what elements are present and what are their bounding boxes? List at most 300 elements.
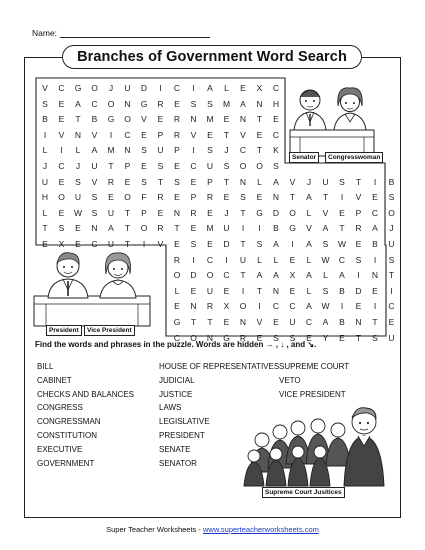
footer-link[interactable]: www.superteacherworksheets.com	[202, 525, 319, 534]
grid-letter[interactable]: E	[174, 239, 180, 249]
grid-letter[interactable]: C	[91, 98, 98, 109]
grid-letter[interactable]: T	[124, 223, 131, 234]
grid-letter[interactable]: A	[75, 98, 81, 109]
grid-letter[interactable]: P	[174, 145, 180, 156]
grid-letter[interactable]: S	[207, 98, 213, 109]
grid-letter[interactable]: E	[58, 176, 65, 187]
grid-letter[interactable]: W	[337, 239, 347, 249]
grid-letter[interactable]: A	[306, 301, 312, 312]
grid-letter[interactable]: E	[75, 223, 81, 234]
grid-letter[interactable]: I	[340, 192, 344, 203]
grid-letter[interactable]: R	[157, 192, 164, 203]
grid-letter[interactable]: E	[256, 129, 263, 140]
grid-letter[interactable]: E	[174, 161, 180, 171]
grid-letter[interactable]: R	[190, 207, 197, 218]
grid-letter[interactable]: O	[190, 332, 197, 343]
grid-letter[interactable]: R	[107, 176, 115, 187]
grid-letter[interactable]: C	[58, 161, 65, 171]
grid-letter[interactable]: L	[306, 207, 312, 218]
grid-letter[interactable]: U	[206, 285, 214, 296]
grid-letter[interactable]: S	[355, 254, 362, 265]
grid-letter[interactable]: B	[42, 114, 48, 125]
grid-letter[interactable]: U	[388, 332, 395, 343]
grid-letter[interactable]: S	[141, 145, 147, 156]
grid-letter[interactable]: N	[190, 114, 197, 125]
grid-letter[interactable]: D	[355, 285, 362, 296]
grid-letter[interactable]: V	[190, 129, 197, 140]
grid-letter[interactable]: V	[306, 223, 312, 234]
grid-letter[interactable]: W	[73, 207, 83, 218]
grid-letter[interactable]: L	[306, 254, 312, 265]
grid-letter[interactable]: M	[222, 98, 231, 109]
grid-letter[interactable]: C	[289, 301, 296, 312]
grid-letter[interactable]: W	[321, 254, 330, 265]
grid-letter[interactable]: V	[58, 129, 65, 140]
grid-letter[interactable]: S	[289, 332, 296, 343]
grid-letter[interactable]: E	[207, 207, 213, 218]
grid-letter[interactable]: E	[108, 192, 114, 203]
grid-letter[interactable]: C	[272, 83, 280, 93]
grid-letter[interactable]: O	[256, 161, 263, 171]
grid-letter[interactable]: G	[289, 223, 296, 234]
grid-letter[interactable]: E	[42, 239, 48, 249]
grid-letter[interactable]: S	[256, 239, 263, 249]
grid-letter[interactable]: S	[223, 161, 230, 171]
grid-letter[interactable]: V	[256, 317, 263, 327]
grid-letter[interactable]: B	[91, 114, 98, 125]
grid-letter[interactable]: I	[258, 301, 261, 312]
grid-letter[interactable]: E	[273, 114, 279, 125]
grid-letter[interactable]: V	[322, 207, 329, 218]
grid-letter[interactable]: C	[305, 317, 313, 327]
grid-letter[interactable]: O	[206, 270, 214, 281]
grid-letter[interactable]: I	[373, 254, 377, 265]
grid-letter[interactable]: L	[42, 207, 48, 218]
page-title: Branches of Government Word Search	[77, 49, 347, 65]
grid-letter[interactable]: N	[239, 114, 247, 125]
grid-letter[interactable]: T	[223, 176, 230, 187]
grid-letter[interactable]: U	[388, 239, 395, 249]
grid-letter[interactable]: S	[273, 332, 279, 343]
senator-congresswoman-illustration	[288, 82, 380, 162]
grid-letter[interactable]: V	[141, 114, 147, 125]
grid-letter[interactable]: J	[42, 161, 48, 171]
grid-letter[interactable]: V	[157, 239, 164, 249]
grid-letter[interactable]: R	[157, 98, 164, 109]
grid-letter[interactable]: C	[272, 301, 280, 312]
grid-letter[interactable]: V	[355, 192, 362, 203]
grid-letter[interactable]: U	[223, 223, 230, 234]
grid-letter[interactable]: E	[58, 98, 65, 109]
grid-letter[interactable]: E	[240, 83, 246, 93]
grid-letter[interactable]: N	[239, 176, 247, 187]
grid-letter[interactable]: G	[256, 207, 263, 218]
grid-letter[interactable]: B	[273, 223, 279, 234]
grid-letter[interactable]: A	[256, 270, 263, 281]
grid-letter[interactable]: R	[206, 301, 214, 312]
grid-letter[interactable]: U	[41, 176, 49, 187]
grid-letter[interactable]: R	[173, 114, 181, 125]
grid-letter[interactable]: S	[157, 161, 164, 171]
grid-letter[interactable]: A	[273, 239, 279, 249]
grid-letter[interactable]: O	[124, 114, 131, 125]
grid-letter[interactable]: S	[240, 192, 246, 203]
grid-letter[interactable]: S	[58, 223, 65, 234]
grid-letter[interactable]: A	[372, 223, 378, 234]
grid-letter[interactable]: I	[390, 285, 393, 296]
grid-letter[interactable]: F	[141, 192, 147, 203]
grid-letter[interactable]: O	[140, 223, 148, 234]
grid-letter[interactable]: U	[239, 254, 247, 265]
grid-letter[interactable]: T	[388, 270, 395, 281]
grid-letter[interactable]: T	[240, 239, 246, 249]
grid-letter[interactable]: C	[338, 254, 346, 265]
grid-letter[interactable]: A	[306, 192, 312, 203]
grid-letter[interactable]: T	[108, 161, 114, 171]
grid-letter[interactable]: S	[339, 176, 345, 187]
grid-letter[interactable]: S	[207, 145, 213, 156]
grid-letter[interactable]: E	[174, 301, 180, 312]
grid-letter[interactable]: V	[42, 83, 48, 93]
grid-letter[interactable]: I	[192, 145, 195, 156]
grid-letter[interactable]: D	[140, 83, 148, 93]
grid-letter[interactable]: S	[91, 207, 98, 218]
grid-letter[interactable]: E	[157, 207, 164, 218]
grid-letter[interactable]: I	[241, 285, 245, 296]
grid-letter[interactable]: N	[256, 98, 263, 109]
grid-letter[interactable]: N	[206, 332, 214, 343]
grid-letter[interactable]: E	[190, 285, 197, 296]
grid-letter[interactable]: E	[223, 317, 230, 327]
grid-letter[interactable]: E	[355, 301, 362, 312]
grid-letter[interactable]: E	[141, 161, 147, 171]
grid-letter[interactable]: N	[124, 145, 131, 156]
grid-letter[interactable]: D	[223, 239, 230, 249]
grid-letter[interactable]: M	[206, 114, 214, 125]
grid-letter[interactable]: E	[223, 192, 230, 203]
grid-letter[interactable]: C	[239, 145, 247, 156]
grid-letter[interactable]: T	[42, 223, 48, 234]
grid-letter[interactable]: P	[141, 207, 147, 218]
grid-letter[interactable]: C	[173, 332, 181, 343]
grid-letter[interactable]: E	[223, 114, 230, 125]
grid-letter[interactable]: R	[206, 192, 214, 203]
grid-letter[interactable]: O	[173, 270, 181, 281]
grid-letter[interactable]: J	[75, 161, 81, 171]
grid-letter[interactable]: T	[124, 239, 131, 249]
grid-letter[interactable]: R	[157, 223, 164, 234]
grid-letter[interactable]: P	[207, 176, 213, 187]
grid-letter[interactable]: E	[372, 192, 378, 203]
grid-letter[interactable]: R	[173, 254, 181, 265]
grid-letter[interactable]: O	[388, 207, 395, 218]
grid-letter[interactable]: S	[322, 239, 329, 249]
grid-letter[interactable]: I	[241, 223, 245, 234]
grid-letter[interactable]: S	[141, 176, 147, 187]
grid-letter[interactable]: E	[289, 285, 296, 296]
grid-letter[interactable]: B	[339, 285, 345, 296]
grid-letter[interactable]: A	[322, 223, 329, 234]
grid-letter[interactable]: J	[306, 176, 312, 187]
grid-letter[interactable]: U	[289, 317, 296, 327]
grid-letter[interactable]: O	[91, 83, 98, 93]
grid-letter[interactable]: N	[74, 129, 82, 140]
grid-letter[interactable]: I	[357, 270, 360, 281]
grid-letter[interactable]: V	[91, 176, 98, 187]
grid-letter[interactable]: T	[223, 129, 230, 140]
grid-letter[interactable]: E	[174, 192, 180, 203]
grid-letter[interactable]: K	[273, 145, 279, 156]
grid-letter[interactable]: L	[75, 145, 81, 156]
grid-letter[interactable]: U	[74, 192, 82, 203]
grid-letter[interactable]: T	[355, 176, 362, 187]
grid-letter[interactable]: C	[124, 129, 131, 140]
congresswoman-caption: Congresswoman	[325, 152, 383, 163]
grid-letter[interactable]: E	[306, 332, 312, 343]
grid-letter[interactable]: I	[340, 301, 344, 312]
grid-letter[interactable]: P	[190, 192, 197, 203]
grid-letter[interactable]: C	[371, 207, 379, 218]
grid-letter[interactable]: C	[58, 83, 65, 93]
grid-letter[interactable]: X	[58, 239, 65, 249]
grid-letter[interactable]: E	[339, 332, 345, 343]
grid-letter[interactable]: T	[240, 207, 246, 218]
grid-letter[interactable]: J	[108, 83, 114, 93]
grid-letter[interactable]: E	[256, 192, 263, 203]
grid-letter[interactable]: X	[256, 83, 263, 93]
grid-letter[interactable]: I	[109, 129, 113, 140]
word-list-item: CHECKS AND BALANCES	[37, 389, 134, 399]
grid-letter[interactable]: I	[291, 239, 294, 249]
grid-letter[interactable]: T	[339, 223, 345, 234]
word-list-item: CABINET	[37, 375, 72, 385]
grid-letter[interactable]: T	[322, 192, 329, 203]
grid-letter[interactable]: R	[173, 129, 181, 140]
grid-letter[interactable]: S	[42, 98, 48, 109]
grid-letter[interactable]: C	[388, 301, 395, 312]
grid-letter[interactable]: E	[58, 207, 65, 218]
grid-letter[interactable]: J	[389, 223, 394, 234]
grid-letter[interactable]: L	[174, 285, 180, 296]
grid-letter[interactable]: E	[157, 114, 164, 125]
grid-letter[interactable]: P	[355, 207, 362, 218]
president-caption: President	[46, 325, 82, 336]
word-list-item: HOUSE OF REPRESENTATIVES	[159, 362, 280, 371]
grid-letter[interactable]: D	[272, 207, 280, 218]
word-list-item: LAWS	[159, 403, 182, 413]
grid-letter[interactable]: I	[373, 176, 377, 187]
grid-letter[interactable]: A	[240, 98, 246, 109]
word-list-item: SUPREME COURT	[279, 362, 350, 371]
grid-letter[interactable]: T	[207, 317, 213, 327]
grid-letter[interactable]: T	[256, 285, 263, 296]
grid-letter[interactable]: L	[257, 176, 262, 187]
grid-letter[interactable]: T	[157, 176, 164, 187]
grid-letter[interactable]: N	[91, 223, 98, 234]
grid-letter[interactable]: C	[206, 254, 214, 265]
grid-letter[interactable]: E	[141, 129, 147, 140]
grid-letter[interactable]: S	[190, 98, 197, 109]
grid-letter[interactable]: I	[192, 83, 195, 93]
grid-letter[interactable]: G	[140, 98, 148, 109]
grid-letter[interactable]: A	[207, 83, 213, 93]
grid-letter[interactable]: A	[273, 270, 279, 281]
grid-letter[interactable]: P	[157, 129, 164, 140]
grid-letter[interactable]: E	[355, 239, 362, 249]
grid-letter[interactable]: W	[321, 301, 330, 312]
name-label: Name:	[32, 28, 58, 38]
footer	[0, 525, 425, 534]
grid-letter[interactable]: O	[58, 192, 65, 203]
grid-letter[interactable]: T	[256, 114, 263, 125]
word-list-item: LEGISLATIVE	[159, 417, 210, 427]
grid-letter[interactable]: S	[75, 176, 81, 187]
grid-letter[interactable]: N	[272, 285, 280, 296]
grid-letter[interactable]: D	[190, 270, 197, 281]
grid-letter[interactable]: O	[289, 207, 296, 218]
grid-letter[interactable]: N	[355, 317, 362, 327]
grid-letter[interactable]: N	[272, 192, 280, 203]
grid-letter[interactable]: X	[289, 270, 296, 281]
grid-letter[interactable]: N	[371, 270, 379, 281]
grid-letter[interactable]: E	[58, 114, 65, 125]
grid-letter[interactable]: N	[239, 317, 247, 327]
grid-letter[interactable]: B	[388, 176, 395, 187]
grid-letter[interactable]: L	[273, 254, 279, 265]
grid-letter[interactable]: R	[239, 332, 247, 343]
grid-letter[interactable]: A	[306, 239, 312, 249]
grid-letter[interactable]: U	[107, 239, 115, 249]
grid-letter[interactable]: I	[258, 223, 261, 234]
grid-letter[interactable]: E	[388, 317, 395, 327]
grid-letter[interactable]: E	[124, 176, 131, 187]
grid-letter[interactable]: A	[91, 145, 98, 156]
grid-letter[interactable]: S	[174, 176, 180, 187]
grid-letter[interactable]: E	[372, 285, 378, 296]
grid-letter[interactable]: C	[91, 239, 98, 249]
grid-letter[interactable]: N	[190, 301, 197, 312]
grid-letter[interactable]: S	[372, 332, 378, 343]
grid-letter[interactable]: S	[273, 161, 279, 171]
grid-letter[interactable]: H	[41, 192, 49, 203]
grid-letter[interactable]: C	[272, 129, 280, 140]
grid-letter[interactable]: S	[322, 285, 329, 296]
grid-letter[interactable]: E	[256, 332, 263, 343]
grid-letter[interactable]: U	[322, 176, 329, 187]
grid-letter[interactable]: M	[107, 145, 115, 156]
grid-letter[interactable]: J	[224, 145, 229, 156]
grid-letter[interactable]: E	[190, 223, 197, 234]
grid-letter[interactable]: S	[388, 192, 395, 203]
grid-letter[interactable]: R	[355, 223, 362, 234]
grid-letter[interactable]: E	[289, 254, 296, 265]
grid-letter[interactable]: L	[42, 145, 48, 156]
grid-letter[interactable]: A	[339, 270, 345, 281]
grid-letter[interactable]: L	[306, 285, 312, 296]
grid-letter[interactable]: N	[173, 207, 181, 218]
grid-letter[interactable]: H	[272, 98, 280, 109]
grid-letter[interactable]: G	[223, 332, 230, 343]
grid-letter[interactable]: M	[206, 223, 214, 234]
grid-letter[interactable]: L	[257, 254, 262, 265]
grid-letter[interactable]: U	[124, 83, 131, 93]
grid-letter[interactable]: C	[223, 270, 230, 281]
grid-letter[interactable]: P	[124, 161, 131, 171]
grid-letter[interactable]: I	[373, 301, 377, 312]
grid-letter[interactable]: N	[124, 98, 131, 109]
grid-letter[interactable]: T	[355, 332, 362, 343]
grid-letter[interactable]: B	[339, 317, 345, 327]
grid-letter[interactable]: U	[206, 161, 214, 171]
grid-letter[interactable]: I	[142, 239, 146, 249]
grid-letter[interactable]: V	[91, 129, 98, 140]
grid-letter[interactable]: A	[108, 223, 114, 234]
grid-letter[interactable]: U	[107, 207, 115, 218]
grid-letter[interactable]: C	[173, 83, 181, 93]
grid-letter[interactable]: V	[240, 129, 246, 140]
grid-letter[interactable]: B	[372, 239, 378, 249]
grid-letter[interactable]: E	[75, 239, 81, 249]
grid-letter[interactable]: T	[240, 270, 246, 281]
grid-letter[interactable]: S	[388, 254, 395, 265]
grid-letter[interactable]: T	[75, 114, 81, 125]
grid-letter[interactable]: E	[207, 239, 213, 249]
grid-letter[interactable]: I	[43, 129, 47, 140]
grid-letter[interactable]: U	[91, 161, 98, 171]
grid-letter[interactable]: C	[190, 161, 197, 171]
grid-letter[interactable]: U	[157, 145, 164, 156]
grid-letter[interactable]: L	[224, 83, 229, 93]
grid-letter[interactable]: I	[225, 254, 228, 265]
grid-letter[interactable]: O	[239, 161, 247, 171]
grid-letter[interactable]: L	[323, 270, 328, 281]
grid-letter[interactable]: E	[339, 207, 345, 218]
grid-letter[interactable]: I	[192, 254, 195, 265]
grid-letter[interactable]: V	[289, 176, 296, 187]
grid-letter[interactable]: E	[207, 129, 213, 140]
grid-letter[interactable]: E	[190, 176, 197, 187]
grid-letter[interactable]: G	[74, 83, 82, 93]
grid-letter[interactable]: E	[273, 317, 279, 327]
grid-letter[interactable]: J	[224, 207, 229, 218]
grid-letter[interactable]: T	[124, 207, 131, 218]
grid-letter[interactable]: Y	[322, 332, 329, 343]
grid-letter[interactable]: T	[372, 317, 378, 327]
footer-prefix: Super Teacher Worksheets -	[106, 525, 203, 534]
grid-letter[interactable]: A	[273, 176, 279, 187]
grid-letter[interactable]: X	[223, 301, 230, 312]
word-list-item: BILL	[37, 362, 54, 371]
grid-letter[interactable]: O	[107, 98, 115, 109]
grid-letter[interactable]: O	[239, 301, 247, 312]
grid-letter[interactable]: E	[174, 98, 180, 109]
grid-letter[interactable]: T	[256, 145, 263, 156]
grid-letter[interactable]: T	[289, 192, 296, 203]
grid-letter[interactable]: S	[190, 239, 197, 249]
grid-letter[interactable]: S	[91, 192, 98, 203]
grid-letter[interactable]: I	[159, 83, 162, 93]
grid-letter[interactable]: G	[173, 317, 181, 327]
grid-letter[interactable]: A	[306, 270, 312, 281]
grid-letter[interactable]: T	[174, 223, 180, 234]
grid-letter[interactable]: T	[190, 317, 197, 327]
grid-letter[interactable]: I	[60, 145, 63, 156]
grid-letter[interactable]: E	[223, 285, 230, 296]
grid-letter[interactable]: A	[322, 317, 329, 327]
grid-letter[interactable]: G	[107, 114, 115, 125]
president-vice-president-illustration	[30, 248, 160, 334]
grid-letter[interactable]: O	[124, 192, 131, 203]
